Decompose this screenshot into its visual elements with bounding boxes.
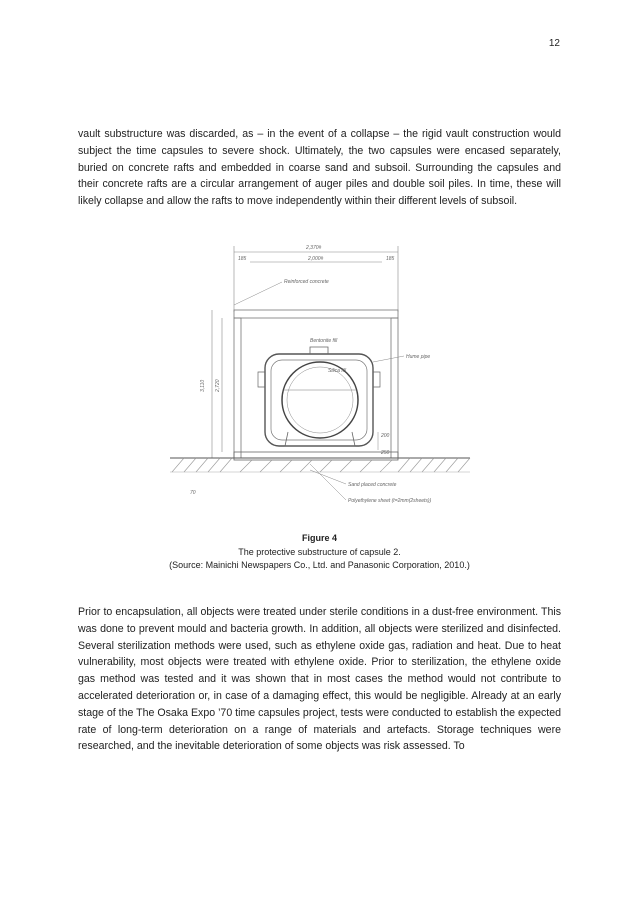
callout-label: Polyethylene sheet (t=2mm(2sheets)) — [348, 498, 432, 504]
dimension-label: 2,720 — [215, 379, 221, 392]
callout-label: Sand placed concrete — [348, 482, 397, 488]
figure-caption-line: The protective substructure of capsule 2. — [238, 546, 401, 557]
dimension-label: 3,110 — [200, 379, 206, 392]
figure-source-line: (Source: Mainichi Newspapers Co., Ltd. and Panasonic Corporation, 2010.) — [169, 560, 470, 570]
callout-label: Hume pipe — [406, 354, 431, 360]
body-paragraph: Prior to encapsulation, all objects were treated under sterile conditions in a dust-free environment. This was done to prevent mould and bacteria growth. In addition, all objects were sterilized and disinfected. Several sterilization methods were used, such as ethylene oxide gas, radiation and heat. Due to heat vulnerability, most objects were treated with ethylene oxide. Prior to sterilization, the ethylene oxide gas method was tested and it was shown that in most cases the method would not contribute to accelerated deterioration or, in case of a damaging effect, this would be negligible. Already at an early stage of the The Osaka Expo ’70 time capsules project, tests were conducted to establish the expected rate of long-term deterioration on a range of materials and artefacts. Storage techniques were researched, and the inevitable deterioration of some objects was risk assessed. To — [78, 606, 561, 753]
capsule-substructure-drawing — [160, 232, 480, 522]
dimension-label: 185 — [238, 256, 247, 262]
page-number: 12 — [548, 38, 560, 49]
callout-label: Reinforced concrete — [284, 279, 329, 285]
dimension-label: 250 — [381, 450, 390, 456]
figure-caption — [78, 532, 561, 573]
dimension-label: 200 — [381, 433, 390, 439]
dimension-label: 2,370# — [306, 245, 322, 251]
callout-label: Silica fill — [328, 368, 347, 374]
body-paragraph: vault substructure was discarded, as – in the event of a collapse – the rigid vault construction would subject the time capsules to severe shock. Ultimately, the two capsules were encased separately, buried on concrete rafts and embedded in coarse sand and subsoil. Surrounding the capsules and their concrete rafts are a circular arrangement of auger piles and double soil piles. In time, these will likely collapse and allow the rafts to move independently within their different levels of subsoil. — [78, 128, 561, 208]
figure-title: Figure 4 — [301, 533, 337, 543]
dimension-label: 2,000# — [308, 256, 324, 262]
dimension-label: 70 — [190, 490, 196, 496]
callout-label: Bentonite fill — [310, 338, 338, 344]
dimension-label: 185 — [386, 256, 395, 262]
